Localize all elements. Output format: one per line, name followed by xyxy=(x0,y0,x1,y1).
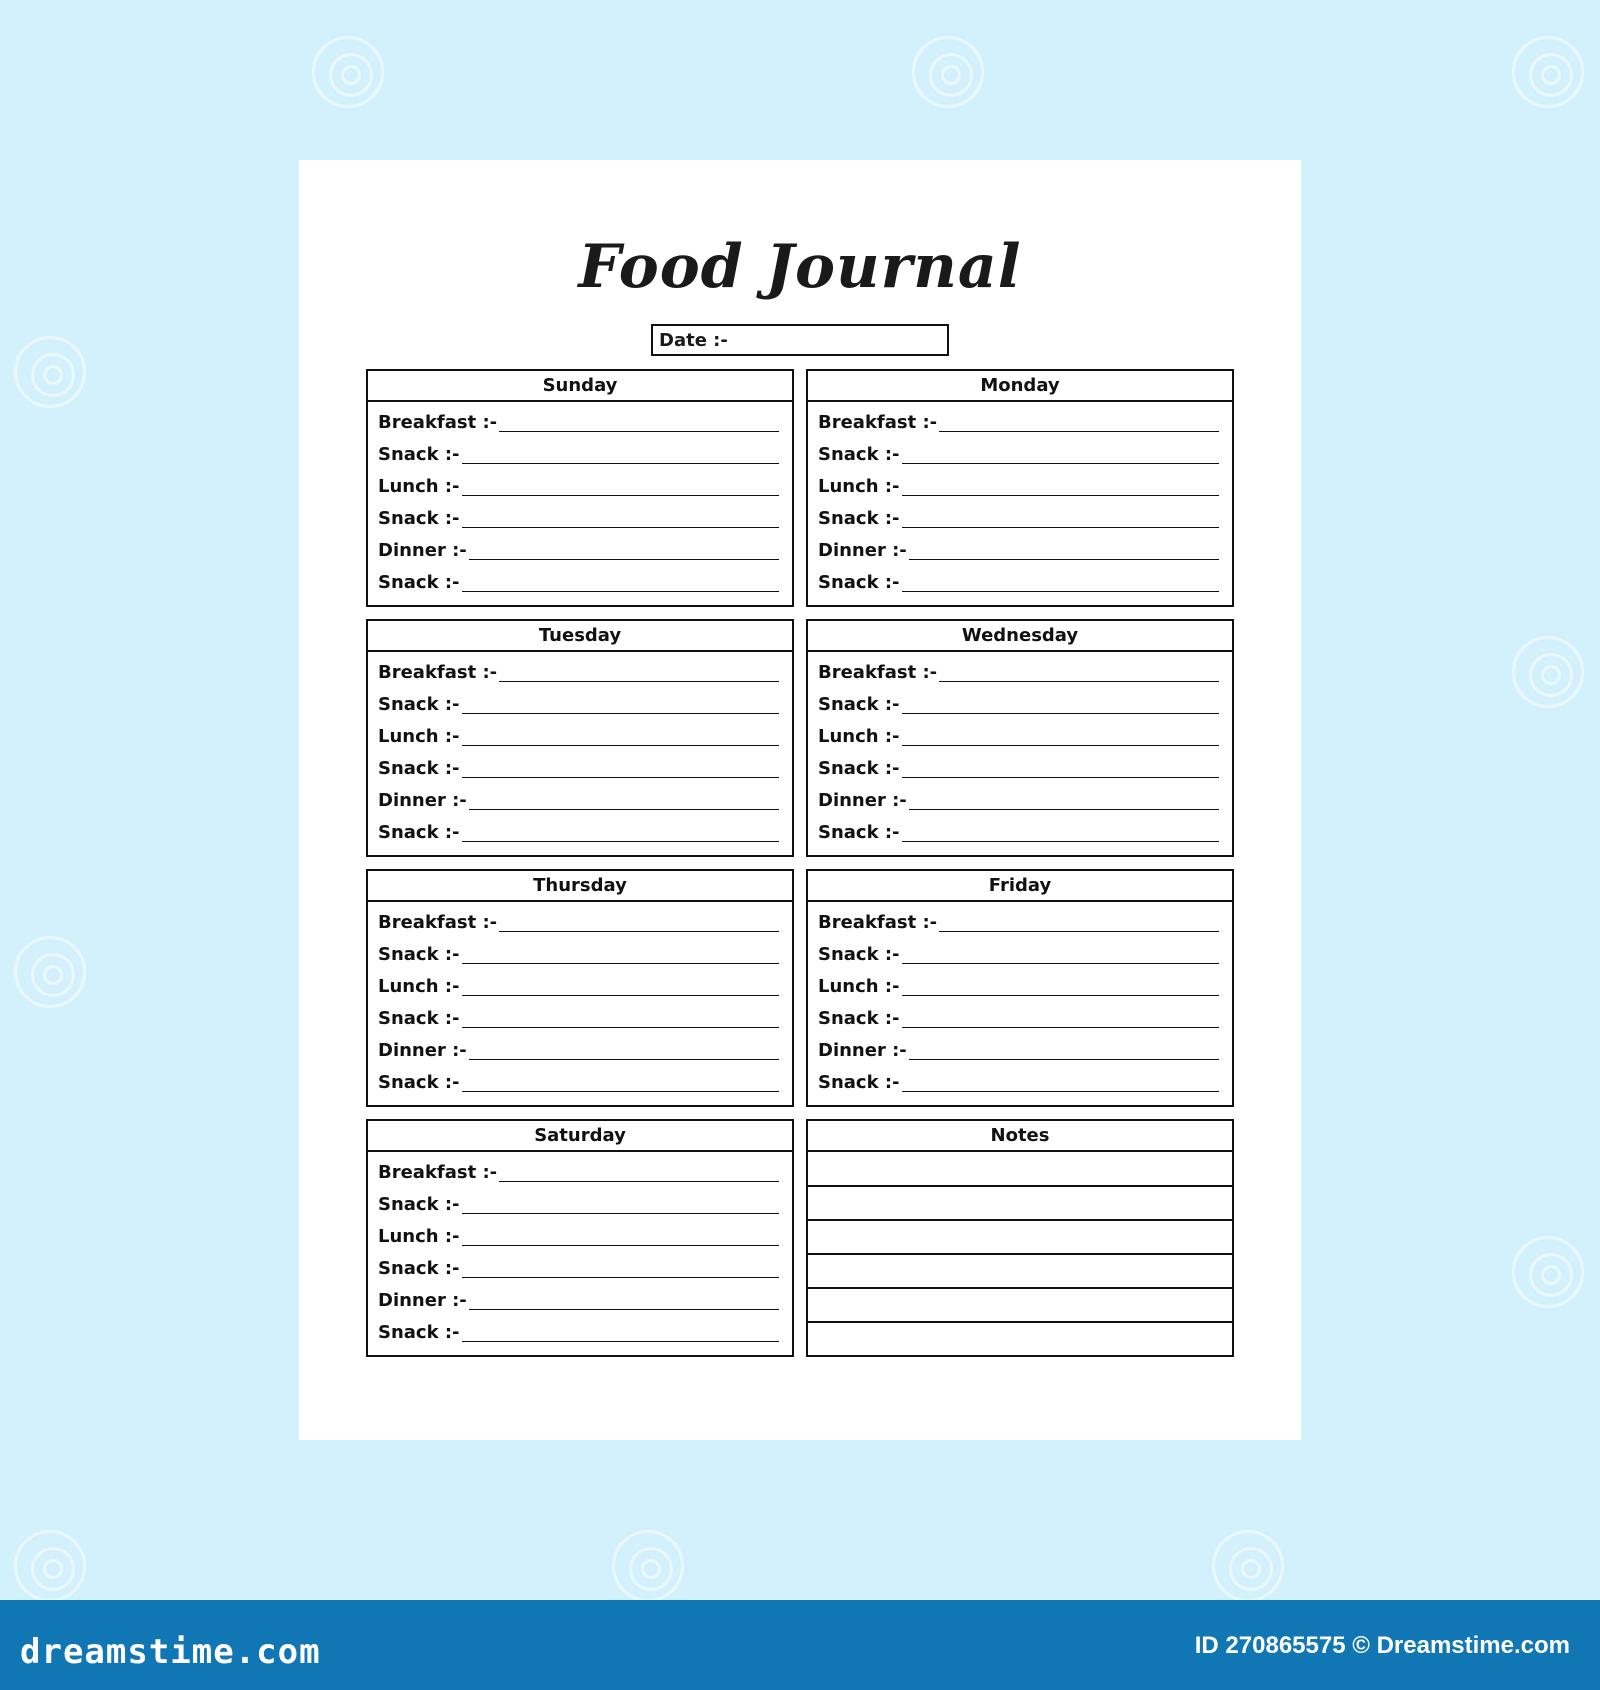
meal-entry-line[interactable] xyxy=(462,1277,779,1278)
meal-entry-line[interactable] xyxy=(902,463,1219,464)
meal-label: Snack :- xyxy=(818,822,900,843)
meal-entry-line[interactable] xyxy=(469,809,779,810)
meal-row xyxy=(378,532,779,564)
day-box-friday xyxy=(806,869,1234,1107)
meal-entry-line[interactable] xyxy=(462,495,779,496)
meal-entry-line[interactable] xyxy=(902,713,1219,714)
note-line[interactable] xyxy=(808,1287,1232,1289)
meal-row xyxy=(818,532,1219,564)
meal-label: Snack :- xyxy=(378,944,460,965)
day-heading: Friday xyxy=(808,871,1232,902)
meal-label: Snack :- xyxy=(378,444,460,465)
meal-entry-line[interactable] xyxy=(902,841,1219,842)
notes-box[interactable] xyxy=(806,1119,1234,1357)
meal-label: Lunch :- xyxy=(818,476,900,497)
meal-row xyxy=(378,718,779,750)
meal-entry-line[interactable] xyxy=(902,495,1219,496)
meal-label: Lunch :- xyxy=(818,976,900,997)
meal-row xyxy=(378,564,779,596)
meal-row xyxy=(818,500,1219,532)
meal-label: Dinner :- xyxy=(818,540,907,561)
meal-label: Snack :- xyxy=(378,508,460,529)
meal-entry-line[interactable] xyxy=(469,1309,779,1310)
watermark-swirl-icon xyxy=(1512,1236,1584,1308)
meal-label: Lunch :- xyxy=(378,1226,460,1247)
meal-label: Lunch :- xyxy=(378,476,460,497)
note-line[interactable] xyxy=(808,1185,1232,1187)
meal-entry-line[interactable] xyxy=(499,431,779,432)
meal-entry-line[interactable] xyxy=(462,963,779,964)
day-heading: Tuesday xyxy=(368,621,792,652)
meal-row xyxy=(818,904,1219,936)
meal-row xyxy=(378,1314,779,1346)
meal-entry-line[interactable] xyxy=(499,931,779,932)
watermark-swirl-icon xyxy=(912,36,984,108)
meal-entry-line[interactable] xyxy=(902,1027,1219,1028)
watermark-swirl-icon xyxy=(312,36,384,108)
meal-entry-line[interactable] xyxy=(462,1341,779,1342)
meal-row xyxy=(378,654,779,686)
day-box-wednesday xyxy=(806,619,1234,857)
meal-row xyxy=(818,718,1219,750)
meal-entry-line[interactable] xyxy=(462,1245,779,1246)
meal-label: Breakfast :- xyxy=(378,912,498,933)
meal-row xyxy=(378,1282,779,1314)
meal-row xyxy=(818,936,1219,968)
meal-label: Snack :- xyxy=(378,1258,460,1279)
day-box-sunday xyxy=(366,369,794,607)
meal-label: Lunch :- xyxy=(818,726,900,747)
meal-label: Snack :- xyxy=(378,1072,460,1093)
meal-label: Breakfast :- xyxy=(378,1162,498,1183)
meal-entry-line[interactable] xyxy=(909,809,1219,810)
meal-row xyxy=(818,1032,1219,1064)
meal-row xyxy=(378,936,779,968)
meal-entry-line[interactable] xyxy=(462,463,779,464)
day-box-thursday xyxy=(366,869,794,1107)
day-heading: Thursday xyxy=(368,871,792,902)
meal-row xyxy=(378,1186,779,1218)
meal-entry-line[interactable] xyxy=(462,745,779,746)
meal-entry-line[interactable] xyxy=(902,1091,1219,1092)
journal-page xyxy=(299,160,1301,1440)
meal-row xyxy=(378,968,779,1000)
meal-row xyxy=(818,686,1219,718)
note-line[interactable] xyxy=(808,1253,1232,1255)
meal-row xyxy=(378,436,779,468)
meal-row xyxy=(378,1218,779,1250)
meal-row xyxy=(378,1064,779,1096)
meal-label: Snack :- xyxy=(378,1194,460,1215)
meal-entry-line[interactable] xyxy=(499,681,779,682)
meal-label: Snack :- xyxy=(378,572,460,593)
meal-row xyxy=(378,468,779,500)
meal-label: Dinner :- xyxy=(378,540,467,561)
day-heading: Wednesday xyxy=(808,621,1232,652)
meal-entry-line[interactable] xyxy=(902,591,1219,592)
watermark-swirl-icon xyxy=(1512,36,1584,108)
meal-label: Dinner :- xyxy=(818,1040,907,1061)
meal-entry-line[interactable] xyxy=(499,1181,779,1182)
meal-row xyxy=(818,404,1219,436)
date-field[interactable]: Date :- xyxy=(651,324,949,356)
watermark-swirl-icon xyxy=(14,1530,86,1602)
meal-entry-line[interactable] xyxy=(462,591,779,592)
meal-label: Snack :- xyxy=(378,822,460,843)
meal-row xyxy=(378,904,779,936)
day-heading: Sunday xyxy=(368,371,792,402)
meal-label: Snack :- xyxy=(818,694,900,715)
watermark-swirl-icon xyxy=(1212,1530,1284,1602)
meal-label: Dinner :- xyxy=(378,790,467,811)
footer-logo: dreamstime.com xyxy=(20,1632,321,1672)
meal-row xyxy=(818,814,1219,846)
meal-entry-line[interactable] xyxy=(939,431,1219,432)
meal-entry-line[interactable] xyxy=(909,1059,1219,1060)
meal-entry-line[interactable] xyxy=(462,713,779,714)
day-heading: Saturday xyxy=(368,1121,792,1152)
meal-label: Snack :- xyxy=(818,1072,900,1093)
page-title: Food Journal xyxy=(578,232,1022,302)
meal-label: Snack :- xyxy=(818,1008,900,1029)
meal-row xyxy=(818,750,1219,782)
note-line[interactable] xyxy=(808,1219,1232,1221)
meal-label: Dinner :- xyxy=(378,1290,467,1311)
meal-row xyxy=(378,782,779,814)
day-box-monday xyxy=(806,369,1234,607)
meal-label: Breakfast :- xyxy=(378,662,498,683)
meal-row xyxy=(818,782,1219,814)
meal-entry-line[interactable] xyxy=(902,963,1219,964)
meal-row xyxy=(378,750,779,782)
meal-entry-line[interactable] xyxy=(939,681,1219,682)
meal-entry-line[interactable] xyxy=(469,559,779,560)
meal-row xyxy=(378,404,779,436)
meal-label: Snack :- xyxy=(818,444,900,465)
day-heading: Monday xyxy=(808,371,1232,402)
notes-heading: Notes xyxy=(808,1121,1232,1152)
meal-label: Snack :- xyxy=(378,1322,460,1343)
meal-row xyxy=(818,564,1219,596)
meal-row xyxy=(378,686,779,718)
footer-image-id: ID 270865575 © Dreamstime.com xyxy=(1194,1632,1570,1659)
watermark-swirl-icon xyxy=(612,1530,684,1602)
meal-label: Snack :- xyxy=(818,944,900,965)
day-box-tuesday xyxy=(366,619,794,857)
meal-row xyxy=(818,468,1219,500)
meal-entry-line[interactable] xyxy=(902,995,1219,996)
meal-row xyxy=(378,1154,779,1186)
meal-entry-line[interactable] xyxy=(462,1091,779,1092)
meal-row xyxy=(818,1000,1219,1032)
watermark-swirl-icon xyxy=(14,336,86,408)
meal-row xyxy=(378,1250,779,1282)
meal-entry-line[interactable] xyxy=(462,777,779,778)
meal-label: Snack :- xyxy=(378,694,460,715)
meal-row xyxy=(818,968,1219,1000)
day-box-saturday xyxy=(366,1119,794,1357)
meal-label: Snack :- xyxy=(818,508,900,529)
meal-row xyxy=(378,814,779,846)
footer-bar xyxy=(0,1600,1600,1690)
meal-entry-line[interactable] xyxy=(462,995,779,996)
meal-entry-line[interactable] xyxy=(462,841,779,842)
meal-entry-line[interactable] xyxy=(909,559,1219,560)
meal-entry-line[interactable] xyxy=(939,931,1219,932)
meal-entry-line[interactable] xyxy=(462,527,779,528)
meal-label: Breakfast :- xyxy=(818,912,938,933)
meal-label: Lunch :- xyxy=(378,976,460,997)
watermark-swirl-icon xyxy=(14,936,86,1008)
meal-entry-line[interactable] xyxy=(902,777,1219,778)
meal-label: Snack :- xyxy=(818,758,900,779)
meal-entry-line[interactable] xyxy=(902,745,1219,746)
watermark-swirl-icon xyxy=(1512,636,1584,708)
meal-row xyxy=(818,1064,1219,1096)
meal-label: Snack :- xyxy=(378,1008,460,1029)
meal-row xyxy=(378,500,779,532)
meal-label: Breakfast :- xyxy=(818,412,938,433)
meal-label: Dinner :- xyxy=(378,1040,467,1061)
meal-row xyxy=(818,654,1219,686)
meal-label: Dinner :- xyxy=(818,790,907,811)
meal-label: Breakfast :- xyxy=(378,412,498,433)
meal-label: Breakfast :- xyxy=(818,662,938,683)
meal-row xyxy=(818,436,1219,468)
meal-entry-line[interactable] xyxy=(462,1027,779,1028)
meal-entry-line[interactable] xyxy=(902,527,1219,528)
note-line[interactable] xyxy=(808,1321,1232,1323)
meal-row xyxy=(378,1000,779,1032)
meal-entry-line[interactable] xyxy=(462,1213,779,1214)
meal-entry-line[interactable] xyxy=(469,1059,779,1060)
meal-label: Snack :- xyxy=(378,758,460,779)
meal-label: Snack :- xyxy=(818,572,900,593)
meal-row xyxy=(378,1032,779,1064)
meal-label: Lunch :- xyxy=(378,726,460,747)
